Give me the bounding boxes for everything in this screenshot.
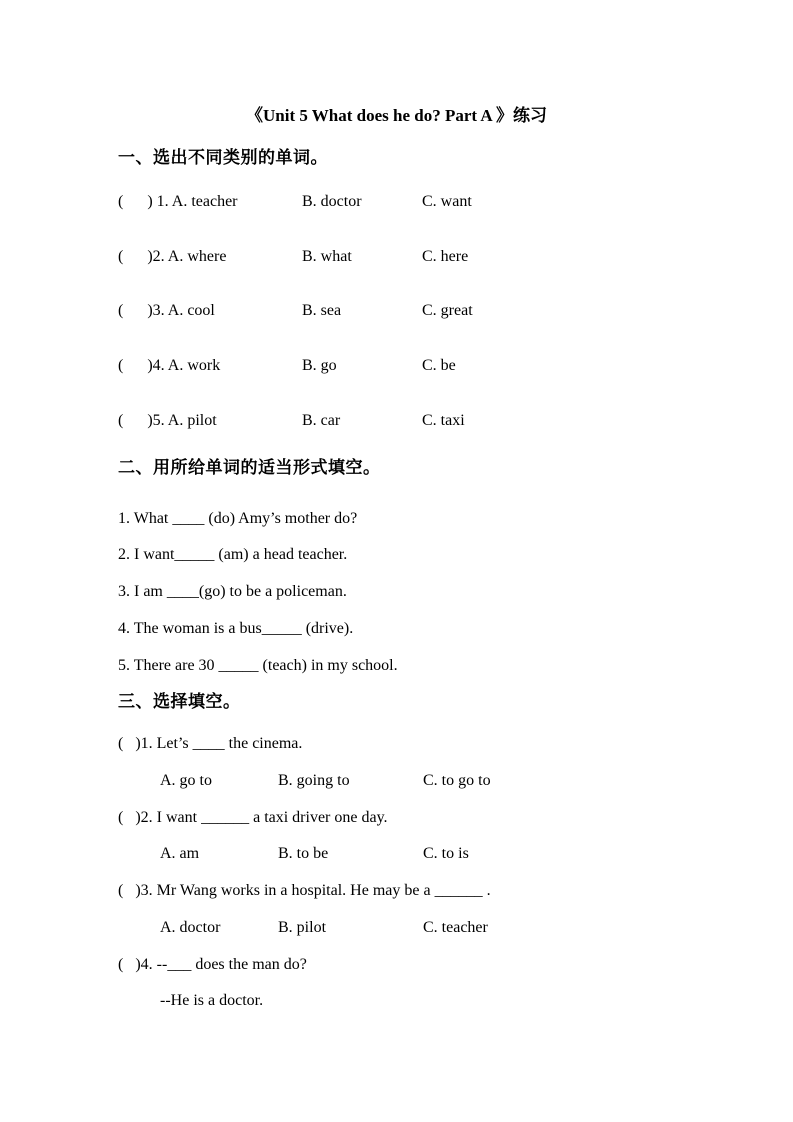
- section1-row-3: [118, 302, 473, 320]
- section2-item-5: 5. There are 30 _____ (teach) in my school.: [118, 657, 398, 674]
- option-b: B. sea: [302, 302, 342, 319]
- option-c: C. want: [422, 193, 472, 210]
- section3-question-4-reply: --He is a doctor.: [160, 992, 264, 1009]
- question-text: ( ) 1. A. teacher: [118, 193, 238, 210]
- section3-question-3: ( )3. Mr Wang works in a hospital. He may be a ______ .: [118, 882, 491, 899]
- page-title: 《Unit 5 What does he do? Part A 》练习: [246, 106, 547, 125]
- section3-question-1: ( )1. Let’s ____ the cinema.: [118, 735, 303, 752]
- option-a: A. doctor: [160, 919, 221, 936]
- option-c: C. be: [422, 357, 456, 374]
- option-a: A. go to: [160, 772, 212, 789]
- option-c: C. here: [422, 248, 469, 265]
- option-a: A. am: [160, 845, 200, 862]
- question-text: ( )3. A. cool: [118, 302, 215, 319]
- option-b: B. what: [302, 248, 352, 265]
- question-text: ( )2. A. where: [118, 248, 227, 265]
- section3-options-2: [160, 845, 469, 863]
- option-c: C. great: [422, 302, 473, 319]
- section3-question-2: ( )2. I want ______ a taxi driver one day.: [118, 809, 388, 826]
- option-b: B. to be: [278, 845, 329, 862]
- section2-item-4: 4. The woman is a bus_____ (drive).: [118, 620, 354, 637]
- option-b: B. doctor: [302, 193, 362, 210]
- section2-item-2: 2. I want_____ (am) a head teacher.: [118, 546, 348, 563]
- section3-heading: 三、选择填空。: [118, 692, 241, 711]
- section3-question-4: ( )4. --___ does the man do?: [118, 956, 307, 973]
- option-c: C. to go to: [423, 772, 491, 789]
- question-text: ( )5. A. pilot: [118, 412, 217, 429]
- section2-item-1: 1. What ____ (do) Amy’s mother do?: [118, 510, 358, 527]
- option-b: B. car: [302, 412, 341, 429]
- option-b: B. go: [302, 357, 337, 374]
- section3-options-1: [160, 772, 491, 790]
- option-c: C. taxi: [422, 412, 465, 429]
- section1-row-5: [118, 412, 465, 430]
- option-c: C. teacher: [423, 919, 488, 936]
- option-b: B. going to: [278, 772, 350, 789]
- option-c: C. to is: [423, 845, 469, 862]
- option-b: B. pilot: [278, 919, 327, 936]
- section1-row-2: [118, 248, 468, 266]
- section1-row-1: [118, 193, 472, 211]
- section1-row-4: [118, 357, 456, 375]
- section2-item-3: 3. I am ____(go) to be a policeman.: [118, 583, 347, 600]
- section1-heading: 一、选出不同类别的单词。: [118, 148, 328, 167]
- section3-options-3: [160, 919, 488, 937]
- question-text: ( )4. A. work: [118, 357, 221, 374]
- section2-heading: 二、用所给单词的适当形式填空。: [118, 458, 381, 477]
